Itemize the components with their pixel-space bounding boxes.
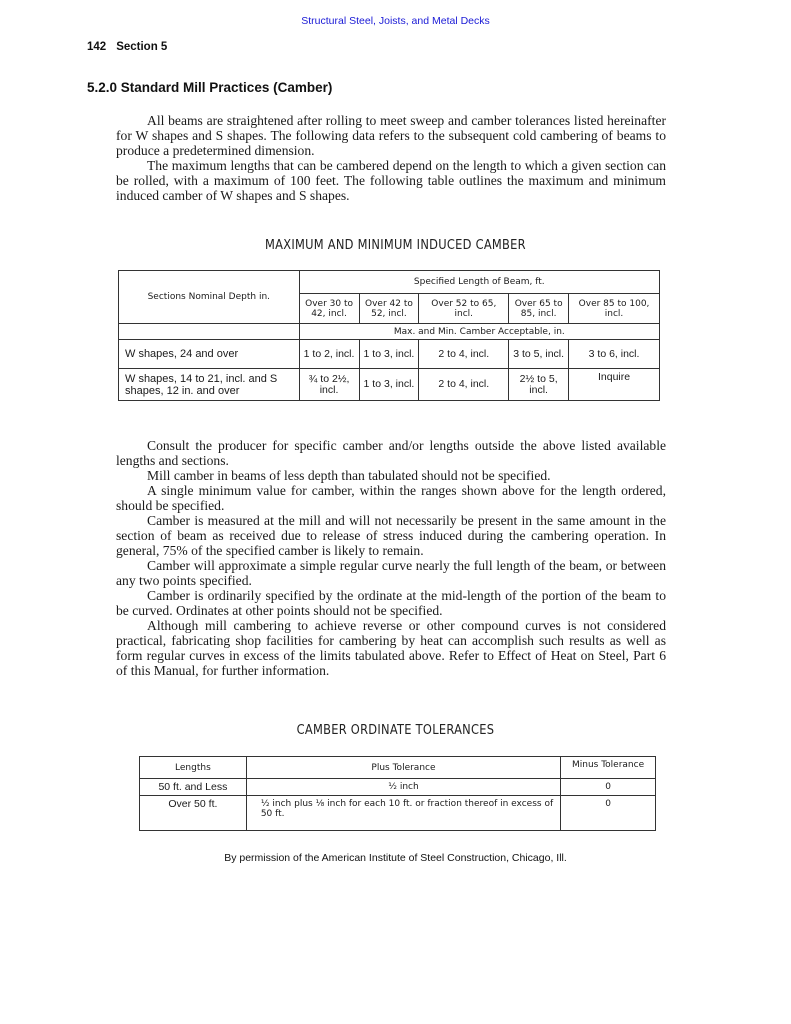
- column-header: Plus Tolerance: [246, 757, 560, 779]
- running-head: Structural Steel, Joists, and Metal Decks: [301, 15, 490, 27]
- length-header: Specified Length of Beam, ft.: [299, 271, 659, 294]
- body-paragraph: Mill camber in beams of less depth than tabulated should not be specified.: [147, 468, 551, 483]
- minus-tolerance-cell: 0: [561, 796, 656, 831]
- body-paragraph: Camber is measured at the mill and will not necessarily be present in the same amount in the section of beam as received due to release of stress induced during the cambering operation. In general, 75% of the specified camber is likely to remain.: [116, 513, 666, 558]
- camber-value: 2½ to 5, incl.: [509, 369, 569, 401]
- camber-value: 2 to 4, incl.: [419, 340, 509, 369]
- body-paragraph: Consult the producer for specific camber and/or lengths outside the above listed available lengths and sections.: [116, 438, 666, 468]
- length-column-header: Over 85 to 100, incl.: [569, 294, 660, 324]
- page-number: 142: [87, 41, 107, 53]
- body-paragraph: A single minimum value for camber, within the ranges shown above for the length ordered, should be specified.: [116, 483, 666, 513]
- length-column-header: Over 30 to 42, incl.: [299, 294, 359, 324]
- depth-header: Sections Nominal Depth in.: [119, 271, 300, 324]
- table-row: [119, 340, 660, 369]
- camber-value: 1 to 3, incl.: [359, 369, 419, 401]
- intro-text: [116, 113, 666, 203]
- intro-paragraph: The maximum lengths that can be cambered depend on the length to which a given section can be rolled, with a maximum of 100 feet. The following table outlines the maximum and minimum induced camber of W shapes and S shapes.: [116, 158, 666, 203]
- empty-cell: [119, 324, 300, 340]
- camber-value: Inquire: [569, 369, 660, 401]
- camber-table-title: MAXIMUM AND MINIMUM INDUCED CAMBER: [264, 238, 526, 253]
- camber-value: 3 to 6, incl.: [569, 340, 660, 369]
- table-row: [140, 796, 656, 831]
- camber-value: 2 to 4, incl.: [419, 369, 509, 401]
- length-column-header: Over 65 to 85, incl.: [509, 294, 569, 324]
- section-cell: W shapes, 14 to 21, incl. and S shapes, 12 in. and over: [119, 369, 300, 401]
- length-cell: 50 ft. and Less: [140, 779, 247, 796]
- page-header: [87, 41, 177, 53]
- column-header: Lengths: [140, 757, 247, 779]
- footer-credit: By permission of the American Institute of Steel Construction, Chicago, Ill.: [224, 852, 567, 864]
- table-row: [140, 779, 656, 796]
- camber-value: 1 to 2, incl.: [299, 340, 359, 369]
- camber-value: 1 to 3, incl.: [359, 340, 419, 369]
- body-paragraph: Camber will approximate a simple regular curve nearly the full length of the beam, or between any two points specified.: [116, 558, 666, 588]
- column-header: Minus Tolerance: [561, 757, 656, 779]
- section-label: Section 5: [116, 41, 168, 53]
- intro-paragraph: All beams are straightened after rolling to meet sweep and camber tolerances listed hereinafter for W shapes and S shapes. The following data refers to the subsequent cold cambering of beams to produce a predetermined dimension.: [116, 113, 666, 158]
- body-text: [116, 438, 666, 678]
- tolerance-table: [139, 756, 656, 831]
- camber-table: [118, 270, 660, 401]
- plus-tolerance-cell: ½ inch plus ⅛ inch for each 10 ft. or fraction thereof in excess of 50 ft.: [246, 796, 560, 831]
- camber-header: Max. and Min. Camber Acceptable, in.: [299, 324, 659, 340]
- table-row: [119, 369, 660, 401]
- length-column-header: Over 52 to 65, incl.: [419, 294, 509, 324]
- tolerance-table-title: CAMBER ORDINATE TOLERANCES: [296, 723, 495, 738]
- section-title: 5.2.0 Standard Mill Practices (Camber): [87, 80, 333, 95]
- length-cell: Over 50 ft.: [140, 796, 247, 831]
- minus-tolerance-cell: 0: [561, 779, 656, 796]
- length-column-header: Over 42 to 52, incl.: [359, 294, 419, 324]
- body-paragraph: Camber is ordinarily specified by the ordinate at the mid-length of the portion of the beam to be curved. Ordinates at other points should not be specified.: [116, 588, 666, 618]
- camber-value: ¾ to 2½, incl.: [299, 369, 359, 401]
- camber-value: 3 to 5, incl.: [509, 340, 569, 369]
- section-cell: W shapes, 24 and over: [119, 340, 300, 369]
- plus-tolerance-cell: ½ inch: [246, 779, 560, 796]
- body-paragraph: Although mill cambering to achieve reverse or other compound curves is not considered practical, fabricating shop facilities for cambering by heat can accomplish such results as well as form regular curves in excess of the limits tabulated above. Refer to Effect of Heat on Steel, Part 6 of this Manual, for further information.: [116, 618, 666, 678]
